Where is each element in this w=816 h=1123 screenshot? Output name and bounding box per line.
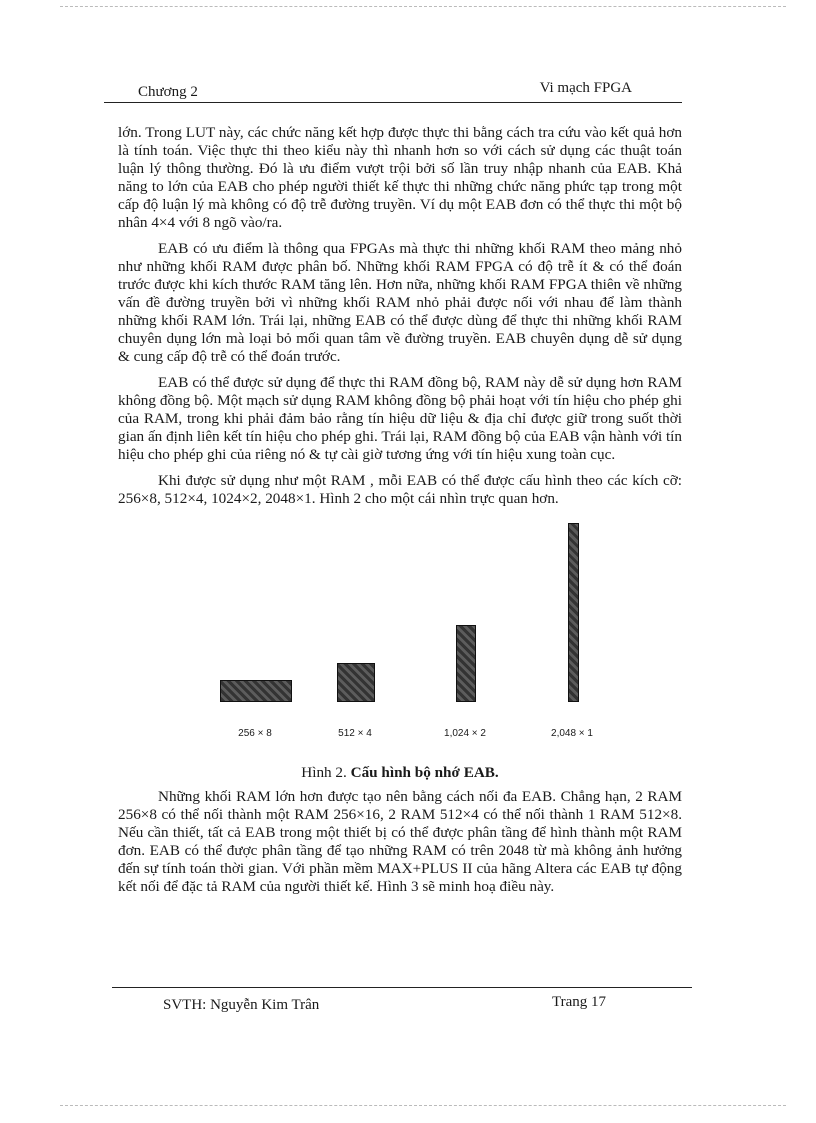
caption-prefix: Hình 2. bbox=[301, 764, 347, 781]
caption-title: Cấu hình bộ nhớ EAB. bbox=[350, 764, 499, 781]
bar-1 bbox=[220, 680, 292, 702]
paragraph-5: Những khối RAM lớn hơn được tạo nên bằng cách nối đa EAB. Chẳng hạn, 2 RAM 256×8 có thể nối thành một RAM 256×16, 2 RAM 512×4 có thể nối thành 1 RAM 512×8. Nếu cần thiết, tất cả EAB trong một thiết bị có thể được phân tầng để hình thành một RAM đơn. EAB có thể được phân tầng để tạo những RAM có trên 2048 từ mà không ảnh hưởng đến sự tính toán thời gian. Với phần mềm MAX+PLUS II của hãng Altera các EAB tự động kết nối để đặc tả RAM của người thiết kế. Hình 3 sẽ minh hoạ điều này. bbox=[118, 788, 682, 895]
tick-label-4: 2,048 × 1 bbox=[551, 728, 593, 739]
page-header bbox=[104, 80, 682, 103]
body-text-after bbox=[118, 788, 682, 904]
footer-author: SVTH: Nguyễn Kim Trân bbox=[163, 997, 320, 1013]
paragraph-1: lớn. Trong LUT này, các chức năng kết hợp được thực thi bằng cách tra cứu vào kết quả hơn là tính toán. Việc thực thi theo kiểu này thì nhanh hơn so với cách sử dụng các thuật toán luận lý thông thường. Đó là ưu điểm vượt trội bởi số lần truy nhập nhanh của EAB. Khả năng to lớn của EAB cho phép người thiết kế thực thi những chức năng phức tạp trong một cấp độ luận lý mà không có độ trễ đường truyền. Ví dụ một EAB đơn có thể thực thi một bộ nhân 4×4 với 8 ngõ vào/ra. bbox=[118, 124, 682, 231]
bar-2 bbox=[337, 663, 374, 703]
tick-label-3: 1,024 × 2 bbox=[444, 728, 486, 739]
paragraph-3: EAB có thể được sử dụng để thực thi RAM đồng bộ, RAM này dễ sử dụng hơn RAM không đồng bộ. Một mạch sử dụng RAM không đồng bộ phải hoạt với tín hiệu cho phép ghi của RAM, trong khi phải đảm bảo rằng tín hiệu dữ liệu & địa chỉ được giữ trong suốt thời gian ấn định liên kết tín hiệu cho phép ghi. Trái lại, RAM đồng bộ của EAB vận hành với tín hiệu cho phép ghi của riêng nó & tự cài giờ tương ứng với tín hiệu xung toàn cục. bbox=[118, 374, 682, 463]
paragraph-4: Khi được sử dụng như một RAM , mỗi EAB có thể được cấu hình theo các kích cỡ: 256×8, 512×4, 1024×2, 2048×1. Hình 2 cho một cái nhìn trực quan hơn. bbox=[118, 472, 682, 507]
tick-label-2: 512 × 4 bbox=[338, 728, 372, 739]
paragraph-2: EAB có ưu điểm là thông qua FPGAs mà thực thi những khối RAM theo mảng nhỏ như những khối RAM được phân bố. Những khối RAM FPGA có độ trễ ít & có thể đoán trước được khi kích thước RAM tăng lên. Hơn nữa, những khối RAM FPGA thiên về những vấn đề đường truyền bởi vì những khối RAM nhỏ phải được nối với nhau để làm thành những khối RAM lớn. Trái lại, những EAB có thể được dùng để thực thi những khối RAM chuyên dụng lớn mà loại bỏ mối quan tâm về đường truyền. EAB chuyên dụng dễ sử dụng & cung cấp độ trễ có thể đoán trước. bbox=[118, 240, 682, 365]
bar-3 bbox=[456, 625, 476, 702]
eab-memory-figure bbox=[200, 550, 620, 750]
scan-edge-top bbox=[60, 6, 786, 7]
header-chapter: Chương 2 bbox=[138, 84, 198, 100]
bar-4 bbox=[568, 523, 579, 702]
figure-caption bbox=[118, 764, 682, 782]
tick-label-1: 256 × 8 bbox=[238, 728, 272, 739]
footer-rule bbox=[112, 987, 692, 988]
footer-page-number: Trang 17 bbox=[552, 994, 607, 1010]
body-text bbox=[118, 124, 682, 516]
header-topic: Vi mạch FPGA bbox=[539, 80, 632, 96]
scan-edge-bottom bbox=[60, 1105, 786, 1106]
